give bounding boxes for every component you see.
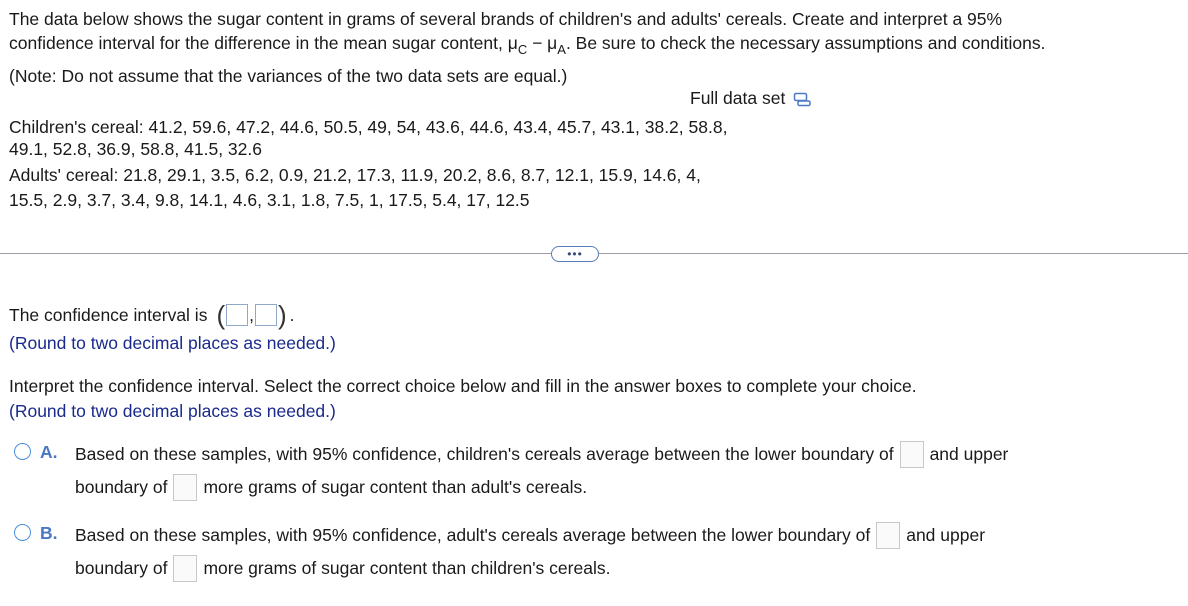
option-a-line-1	[75, 440, 1008, 468]
full-data-set-link[interactable]	[690, 88, 811, 109]
option-b-text-2-suffix: more grams of sugar content than children's cereals.	[203, 557, 611, 578]
adults-data-line-1: Adults' cereal: 21.8, 29.1, 3.5, 6.2, 0.9, 21.2, 17.3, 11.9, 20.2, 8.6, 8.7, 12.1, 15.9, 14.6, 4,	[9, 165, 701, 185]
option-a-line-2	[75, 473, 587, 501]
option-a[interactable]	[14, 441, 68, 463]
mu-symbol: μ	[507, 33, 518, 53]
option-b-mid: and upper	[906, 524, 986, 545]
adults-data-line-2: 15.5, 2.9, 3.7, 3.4, 9.8, 14.1, 4.6, 3.1, 1.8, 7.5, 1, 17.5, 5.4, 17, 12.5	[9, 190, 530, 210]
question-line-2	[9, 32, 1046, 61]
option-b-text-2-prefix: boundary of	[75, 557, 168, 578]
option-a-text-2-prefix: boundary of	[75, 476, 168, 497]
option-b[interactable]	[14, 522, 68, 544]
option-b-line-1	[75, 521, 985, 549]
subscript-a: A	[557, 42, 566, 57]
ci-label: The confidence interval is	[9, 305, 208, 325]
option-a-text-1: Based on these samples, with 95% confidence, children's cereals average between the lower boundary of	[75, 443, 894, 464]
option-b-radio[interactable]	[14, 524, 31, 541]
question-line-2-prefix: confidence interval for the difference in the mean sugar content,	[9, 33, 508, 53]
more-button[interactable]: •••	[551, 246, 599, 262]
interpret-prompt: Interpret the confidence interval. Select the correct choice below and fill in the answer boxes to complete your choice.	[9, 376, 917, 396]
ci-lower-input[interactable]	[226, 304, 248, 326]
question-line-1: The data below shows the sugar content in grams of several brands of children's and adults' cereals. Create and interpret a 95%	[9, 9, 1003, 29]
children-data-line-2: 49.1, 52.8, 36.9, 58.8, 41.5, 32.6	[9, 139, 262, 159]
minus-sign: −	[527, 33, 548, 53]
mu-symbol-2: μ	[547, 33, 558, 53]
confidence-interval-row	[9, 300, 295, 330]
option-a-radio[interactable]	[14, 443, 31, 460]
ci-open-paren: (	[216, 300, 226, 330]
option-a-letter: A.	[40, 442, 58, 462]
interpret-round-note: (Round to two decimal places as needed.)	[9, 401, 336, 421]
ci-comma: ,	[249, 305, 254, 325]
option-a-mid: and upper	[929, 443, 1009, 464]
ci-upper-input[interactable]	[255, 304, 277, 326]
option-b-text-1: Based on these samples, with 95% confidence, adult's cereals average between the lower boundary of	[75, 524, 871, 545]
copy-data-icon	[793, 91, 811, 107]
option-a-lower-input[interactable]	[900, 441, 924, 468]
question-line-2-suffix: . Be sure to check the necessary assumptions and conditions.	[565, 33, 1046, 53]
option-a-upper-input[interactable]	[173, 474, 197, 501]
ci-period: .	[289, 305, 295, 325]
children-data-line-1: Children's cereal: 41.2, 59.6, 47.2, 44.6, 50.5, 49, 54, 43.6, 44.6, 43.4, 45.7, 43.1, 38.2, 58.8,	[9, 117, 728, 137]
option-b-line-2	[75, 554, 610, 582]
option-b-lower-input[interactable]	[876, 522, 900, 549]
option-a-text-2-suffix: more grams of sugar content than adult's cereals.	[203, 476, 588, 497]
full-data-set-label: Full data set	[690, 88, 786, 108]
ci-close-paren: )	[278, 300, 287, 330]
subscript-c: C	[517, 42, 528, 57]
ci-round-note: (Round to two decimal places as needed.)	[9, 333, 336, 353]
question-note: (Note: Do not assume that the variances of the two data sets are equal.)	[9, 66, 568, 86]
option-b-upper-input[interactable]	[173, 555, 197, 582]
option-b-letter: B.	[40, 523, 58, 543]
